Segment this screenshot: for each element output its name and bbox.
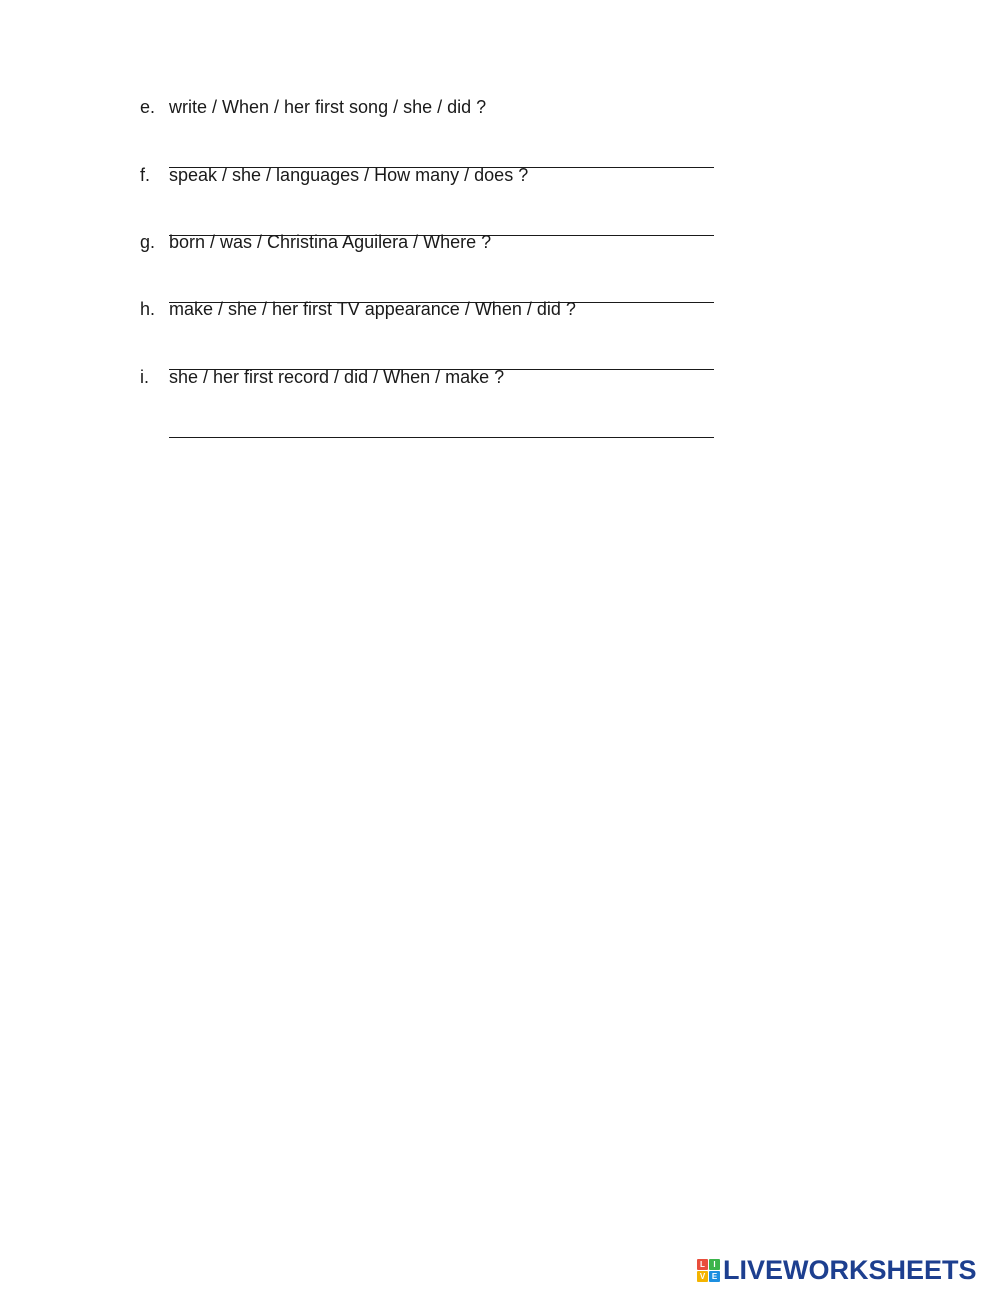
exercise-item-g (140, 231, 720, 299)
logo-mark-letter: V (697, 1271, 708, 1282)
item-letter: g. (140, 232, 156, 252)
exercise-item-h (140, 298, 720, 366)
item-prompt: write / When / her first song / she / did ? (169, 97, 487, 117)
liveworksheets-logo (697, 1256, 977, 1284)
logo-text: LIVEWORKSHEETS (723, 1255, 977, 1285)
item-prompt: speak / she / languages / How many / does ? (169, 165, 529, 185)
item-letter: i. (140, 367, 149, 387)
item-letter: f. (140, 165, 151, 185)
logo-mark-letter: L (697, 1259, 708, 1270)
item-prompt: make / she / her first TV appearance / When / did ? (169, 299, 576, 319)
item-letter: h. (140, 299, 156, 319)
logo-mark-letter: I (709, 1259, 720, 1270)
answer-input-i[interactable] (169, 415, 714, 438)
exercise-item-i (140, 366, 720, 434)
exercise-item-e (140, 96, 720, 164)
exercise-item-f (140, 164, 720, 232)
item-letter: e. (140, 97, 156, 117)
item-prompt: born / was / Christina Aguilera / Where ? (169, 232, 492, 252)
logo-mark-letter: E (709, 1271, 720, 1282)
item-prompt: she / her first record / did / When / make ? (169, 367, 505, 387)
logo-mark-icon (697, 1259, 720, 1282)
